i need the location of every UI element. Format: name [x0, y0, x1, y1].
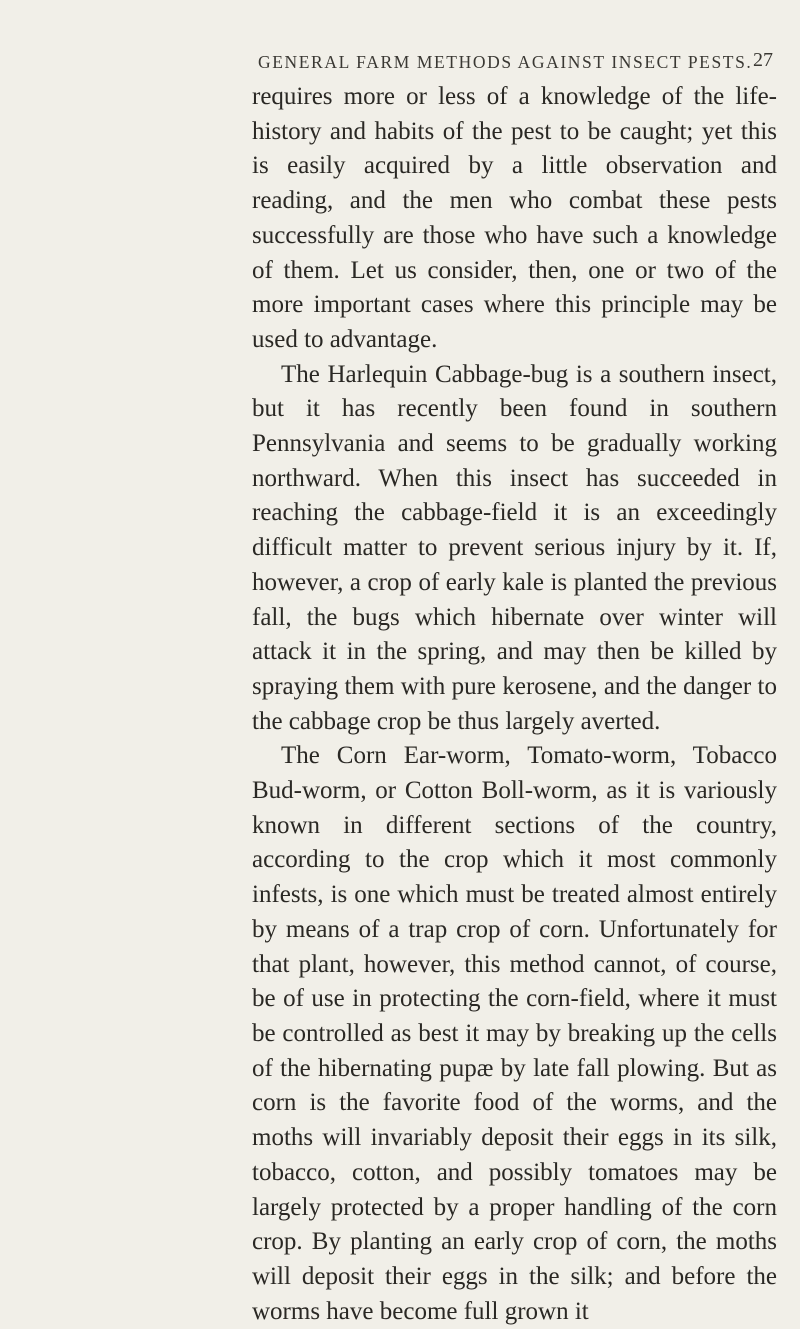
paragraph-harlequin-cabbage-bug: The Harlequin Cabbage-bug is a southern insect, but it has recently been found in southern Pennsylvania and seems to be gradually working northward. When this insect has succeeded in reaching the cabbage-field it is an exceedingly difficult matter to prevent serious injury by it. If, however, a crop of early kale is planted the previous fall, the bugs which hibernate over winter will attack it in the spring, and may then be killed by spraying them with pure kerosene, and the danger to the cabbage crop be thus largely averted. — [252, 360, 777, 735]
paragraph-corn-ear-worm: The Corn Ear-worm, Tomato-worm, Tobacco Bud-worm, or Cotton Boll-worm, as it is variously known in different sections of the country, according to the crop which it most commonly infests, is one which must be treated almost entirely by means of a trap crop of corn. Unfortunately for that plant, however, this method cannot, of course, be of use in protecting the corn-field, where it must be controlled as best it may by breaking up the cells of the hibernating pupæ by late fall plowing. But as corn is the favorite food of the worms, and the moths will invariably deposit their eggs in its silk, tobacco, cotton, and possibly tomatoes may be largely protected by a proper handling of the corn crop. By planting an early crop of corn, the moths will deposit their eggs in the silk; and before the worms have become full grown it — [252, 742, 777, 1325]
page-number: 27 — [753, 49, 773, 71]
body-text — [252, 80, 777, 1329]
paragraph-continued: requires more or less of a knowledge of the life-history and habits of the pest to be caught; yet this is easily acquired by a little observation and reading, and the men who combat these pests successfully are those who have such a knowledge of them. Let us consider, then, one or two of the more important cases where this principle may be used to advantage. — [252, 83, 777, 353]
running-title: GENERAL FARM METHODS AGAINST INSECT PESTS. — [258, 52, 753, 72]
running-head — [258, 49, 773, 82]
